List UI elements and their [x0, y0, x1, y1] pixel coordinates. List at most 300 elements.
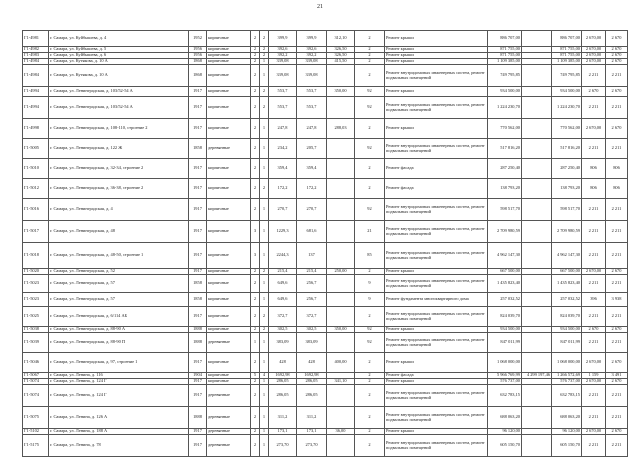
- cell-total-area: 392,2: [269, 53, 297, 59]
- table-row: [23, 243, 628, 269]
- cell-unit-cost: 2 211: [582, 199, 606, 221]
- cell-owner-cost: 598 517,70: [552, 199, 582, 221]
- cell-floors: 2: [251, 119, 260, 139]
- cell-floors: 2: [251, 269, 260, 275]
- cell-total-cost: 598 517,70: [488, 199, 522, 221]
- cell-owner-cost: 934 500,00: [552, 327, 582, 333]
- cell-unit-limit: 3 491: [606, 373, 628, 379]
- cell-id: Г1-5018: [23, 243, 49, 269]
- cell-floors: 2: [251, 87, 260, 97]
- cell-roof-area: [327, 435, 355, 457]
- cell-fund-cost: [522, 179, 552, 199]
- cell-living-area: 553,7: [297, 97, 327, 119]
- cell-residents: 92: [355, 87, 385, 97]
- cell-id: Г1-5102: [23, 429, 49, 435]
- cell-fund-cost: [522, 159, 552, 179]
- cell-year: 1917: [189, 435, 207, 457]
- cell-total-cost: 1 435 823,40: [488, 275, 522, 293]
- cell-id: Г1-5005: [23, 139, 49, 159]
- cell-id: Г1-5067: [23, 373, 49, 379]
- cell-wall-material: деревянные: [207, 429, 251, 435]
- cell-roof-area: [327, 199, 355, 221]
- table-row: [23, 119, 628, 139]
- cell-owner-cost: 749 795,85: [552, 65, 582, 87]
- cell-total-area: 339,08: [269, 65, 297, 87]
- cell-floors: 2: [251, 159, 260, 179]
- cell-wall-material: деревянные: [207, 407, 251, 429]
- cell-entrances: 2: [260, 179, 269, 199]
- cell-unit-limit: 2 211: [606, 199, 628, 221]
- cell-residents: 85: [355, 243, 385, 269]
- cell-address: г. Самара, ул. Ленина, д. 124 Г: [49, 379, 189, 385]
- cell-address: г. Самара, ул. Ленинградская, д. 108-110, строение 2: [49, 119, 189, 139]
- cell-owner-cost: 824 039,70: [552, 307, 582, 327]
- cell-work-type: Ремонт крыши: [385, 31, 488, 47]
- cell-fund-cost: [522, 275, 552, 293]
- cell-floors: 2: [251, 275, 260, 293]
- cell-roof-area: [327, 333, 355, 353]
- cell-residents: 2: [355, 31, 385, 47]
- cell-total-area: 286,05: [269, 379, 297, 385]
- cell-owner-cost: 1 224 230,70: [552, 97, 582, 119]
- cell-total-cost: 4 962 147,30: [488, 243, 522, 269]
- cell-year: 1917: [189, 159, 207, 179]
- cell-id: Г1-5039: [23, 333, 49, 353]
- cell-unit-limit: 2 670: [606, 31, 628, 47]
- cell-entrances: 1: [260, 119, 269, 139]
- cell-work-type: Ремонт внутридомовых инженерных систем, ремонт подвальных помещений: [385, 307, 488, 327]
- cell-work-type: Ремонт внутридомовых инженерных систем, ремонт подвальных помещений: [385, 333, 488, 353]
- cell-living-area: 372,7: [297, 307, 327, 327]
- cell-unit-cost: 2 211: [582, 243, 606, 269]
- cell-residents: 9: [355, 293, 385, 307]
- cell-year: 1888: [189, 407, 207, 429]
- table-row: [23, 199, 628, 221]
- table-row: [23, 221, 628, 243]
- table-row: [23, 293, 628, 307]
- cell-address: г. Самара, ул. Ленинградская, д. 103/52-54 А: [49, 87, 189, 97]
- cell-floors: 1: [251, 333, 260, 353]
- cell-total-cost: 871 755,00: [488, 53, 522, 59]
- cell-id: Г1-5017: [23, 221, 49, 243]
- cell-fund-cost: [522, 97, 552, 119]
- cell-address: г. Самара, ул. Кутякова, д. 10 А: [49, 65, 189, 87]
- cell-entrances: 2: [260, 327, 269, 333]
- cell-year: 1917: [189, 307, 207, 327]
- table-row: [23, 407, 628, 429]
- cell-fund-cost: [522, 31, 552, 47]
- cell-unit-cost: 2 670,00: [582, 119, 606, 139]
- cell-roof-area: [327, 293, 355, 307]
- cell-living-area: 137: [297, 243, 327, 269]
- cell-fund-cost: 4 299 197,46: [522, 373, 552, 379]
- cell-address: г. Самара, ул. Ленина, д. 78: [49, 435, 189, 457]
- cell-living-area: 286,05: [297, 379, 327, 385]
- cell-total-area: 273,70: [269, 435, 297, 457]
- cell-roof-area: 350,00: [327, 87, 355, 97]
- cell-wall-material: кирпичные: [207, 199, 251, 221]
- cell-roof-area: [327, 65, 355, 87]
- cell-fund-cost: [522, 333, 552, 353]
- cell-living-area: 383,09: [297, 333, 327, 353]
- cell-work-type: Ремонт внутридомовых инженерных систем, ремонт подвальных помещений: [385, 65, 488, 87]
- cell-total-cost: 1 224 230,70: [488, 97, 522, 119]
- cell-fund-cost: [522, 293, 552, 307]
- cell-id: Г1-4998: [23, 119, 49, 139]
- cell-work-type: Ремонт фасада: [385, 373, 488, 379]
- cell-fund-cost: [522, 199, 552, 221]
- cell-roof-area: 415,50: [327, 59, 355, 65]
- cell-fund-cost: [522, 435, 552, 457]
- cell-fund-cost: [522, 65, 552, 87]
- cell-wall-material: кирпичные: [207, 87, 251, 97]
- cell-floors: 2: [251, 429, 260, 435]
- cell-entrances: 2: [260, 47, 269, 53]
- cell-roof-area: 312,10: [327, 31, 355, 47]
- cell-total-area: 234,2: [269, 139, 297, 159]
- cell-roof-area: [327, 243, 355, 269]
- cell-total-area: 173,1: [269, 429, 297, 435]
- cell-unit-limit: 2 670: [606, 429, 628, 435]
- repair-schedule-table: [22, 30, 628, 457]
- cell-year: 1858: [189, 275, 207, 293]
- cell-total-cost: 605 150,70: [488, 435, 522, 457]
- cell-unit-limit: 2 211: [606, 307, 628, 327]
- cell-address: г. Самара, ул. Ленина, д. 124 Г: [49, 385, 189, 407]
- cell-floors: 2: [251, 97, 260, 119]
- cell-living-area: 681,6: [297, 221, 327, 243]
- cell-id: Г1-4981: [23, 31, 49, 47]
- cell-floors: 2: [251, 199, 260, 221]
- cell-roof-area: [327, 159, 355, 179]
- cell-unit-limit: 2 670: [606, 87, 628, 97]
- cell-unit-cost: 2 211: [582, 385, 606, 407]
- cell-entrances: 1: [260, 293, 269, 307]
- table-row: [23, 97, 628, 119]
- cell-owner-cost: 1 068 000,00: [552, 353, 582, 373]
- cell-wall-material: кирпичные: [207, 31, 251, 47]
- cell-owner-cost: 871 755,00: [552, 53, 582, 59]
- cell-total-cost: 934 500,00: [488, 327, 522, 333]
- cell-total-cost: 749 795,85: [488, 65, 522, 87]
- table-row: [23, 435, 628, 457]
- cell-floors: 3: [251, 243, 260, 269]
- cell-roof-area: 350,00: [327, 327, 355, 333]
- cell-address: г. Самара, ул. Ленинградская, д. 32-34, строение 2: [49, 159, 189, 179]
- cell-living-area: 311,2: [297, 407, 327, 429]
- cell-id: Г1-5020: [23, 269, 49, 275]
- cell-total-cost: 688 063,20: [488, 407, 522, 429]
- cell-owner-cost: 934 500,00: [552, 87, 582, 97]
- cell-year: 1904: [189, 373, 207, 379]
- cell-owner-cost: 871 755,00: [552, 47, 582, 53]
- cell-floors: 2: [251, 379, 260, 385]
- cell-unit-cost: 2 211: [582, 307, 606, 327]
- cell-living-area: 339,08: [297, 65, 327, 87]
- cell-year: 1917: [189, 269, 207, 275]
- cell-address: г. Самара, ул. Куйбышева, д. 6: [49, 53, 189, 59]
- cell-unit-cost: 2 211: [582, 333, 606, 353]
- cell-work-type: Ремонт внутридомовых инженерных систем, ремонт подвальных помещений: [385, 385, 488, 407]
- cell-roof-area: [327, 407, 355, 429]
- cell-residents: 2: [355, 47, 385, 53]
- cell-work-type: Ремонт крыши: [385, 353, 488, 373]
- cell-total-cost: 886 707,00: [488, 31, 522, 47]
- cell-fund-cost: [522, 221, 552, 243]
- table-row: [23, 179, 628, 199]
- cell-id: Г1-5175: [23, 435, 49, 457]
- cell-total-area: 172,2: [269, 179, 297, 199]
- cell-entrances: 4: [260, 373, 269, 379]
- cell-wall-material: деревянные: [207, 385, 251, 407]
- cell-owner-cost: 2 709 980,59: [552, 221, 582, 243]
- cell-owner-cost: 1 109 385,00: [552, 59, 582, 65]
- cell-total-area: 1229,3: [269, 221, 297, 243]
- cell-total-cost: 5 966 769,99: [488, 373, 522, 379]
- cell-address: г. Самара, ул. Ленинградская, д. 52: [49, 269, 189, 275]
- cell-unit-limit: 2 211: [606, 65, 628, 87]
- cell-residents: 2: [355, 353, 385, 373]
- cell-address: г. Самара, ул. Ленинградская, д. 88-90 П: [49, 333, 189, 353]
- cell-unit-limit: 2 670: [606, 59, 628, 65]
- cell-year: 1868: [189, 59, 207, 65]
- cell-fund-cost: [522, 307, 552, 327]
- cell-year: 1952: [189, 31, 207, 47]
- cell-address: г. Самара, ул. Ленинградская, д. 122 Ж: [49, 139, 189, 159]
- cell-entrances: 2: [260, 269, 269, 275]
- cell-work-type: Ремонт крыши: [385, 53, 488, 59]
- cell-id: Г1-4983: [23, 53, 49, 59]
- cell-owner-cost: 138 793,20: [552, 179, 582, 199]
- cell-unit-cost: 2 211: [582, 65, 606, 87]
- cell-fund-cost: [522, 243, 552, 269]
- cell-id: Г1-4982: [23, 47, 49, 53]
- cell-floors: 2: [251, 385, 260, 407]
- cell-total-area: 215,4: [269, 269, 297, 275]
- cell-unit-limit: 2 211: [606, 385, 628, 407]
- cell-total-area: 649,6: [269, 275, 297, 293]
- cell-living-area: 302,5: [297, 327, 327, 333]
- cell-work-type: Ремонт крыши: [385, 429, 488, 435]
- cell-entrances: 1: [260, 139, 269, 159]
- cell-wall-material: кирпичные: [207, 221, 251, 243]
- cell-unit-limit: 2 211: [606, 435, 628, 457]
- cell-living-area: 1692,98: [297, 373, 327, 379]
- cell-residents: 2: [355, 269, 385, 275]
- cell-address: г. Самара, ул. Ленина, д. 126 А: [49, 407, 189, 429]
- cell-id: Г1-4984: [23, 65, 49, 87]
- cell-entrances: 2: [260, 307, 269, 327]
- cell-address: г. Самара, ул. Ленинградская, д. 36-38, строение 2: [49, 179, 189, 199]
- cell-residents: 2: [355, 435, 385, 457]
- cell-year: 1917: [189, 429, 207, 435]
- cell-fund-cost: [522, 407, 552, 429]
- cell-total-area: 302,5: [269, 327, 297, 333]
- cell-unit-cost: 2 670,00: [582, 31, 606, 47]
- cell-work-type: Ремонт фасада: [385, 179, 488, 199]
- cell-total-cost: 847 011,99: [488, 333, 522, 353]
- cell-residents: 21: [355, 221, 385, 243]
- cell-work-type: Ремонт внутридомовых инженерных систем, ремонт подвальных помещений: [385, 199, 488, 221]
- cell-wall-material: кирпичные: [207, 53, 251, 59]
- cell-unit-limit: 2 670: [606, 269, 628, 275]
- table-row: [23, 333, 628, 353]
- cell-unit-cost: 2 211: [582, 407, 606, 429]
- cell-living-area: 392,6: [297, 47, 327, 53]
- cell-id: Г1-5012: [23, 179, 49, 199]
- cell-wall-material: кирпичные: [207, 179, 251, 199]
- cell-work-type: Ремонт крыши: [385, 119, 488, 139]
- cell-unit-cost: 396: [582, 293, 606, 307]
- cell-entrances: 1: [260, 275, 269, 293]
- cell-owner-cost: 257 032,52: [552, 293, 582, 307]
- cell-year: 1917: [189, 385, 207, 407]
- cell-owner-cost: 1 266 572,69: [552, 373, 582, 379]
- cell-year: 1917: [189, 87, 207, 97]
- cell-total-cost: 632 783,15: [488, 385, 522, 407]
- cell-floors: 3: [251, 221, 260, 243]
- cell-total-cost: 138 793,20: [488, 179, 522, 199]
- table-row: [23, 385, 628, 407]
- cell-living-area: 270,7: [297, 199, 327, 221]
- cell-unit-cost: 2 670,00: [582, 379, 606, 385]
- cell-owner-cost: 632 783,15: [552, 385, 582, 407]
- cell-year: 1888: [189, 333, 207, 353]
- cell-unit-cost: 2 670,00: [582, 429, 606, 435]
- cell-owner-cost: 96 120,00: [552, 429, 582, 435]
- cell-id: Г1-5074: [23, 379, 49, 385]
- cell-address: г. Самара, ул. Ленинградская, д. 103/52-54 А: [49, 97, 189, 119]
- cell-residents: 2: [355, 307, 385, 327]
- cell-wall-material: кирпичные: [207, 379, 251, 385]
- cell-residents: 92: [355, 327, 385, 333]
- cell-address: г. Самара, ул. Ленинградская, д. 57: [49, 293, 189, 307]
- cell-living-area: 399,9: [297, 31, 327, 47]
- cell-year: 1917: [189, 221, 207, 243]
- cell-work-type: Ремонт крыши: [385, 269, 488, 275]
- cell-roof-area: [327, 139, 355, 159]
- cell-work-type: Ремонт внутридомовых инженерных систем, ремонт подвальных помещений: [385, 275, 488, 293]
- cell-work-type: Ремонт крыши: [385, 327, 488, 333]
- cell-wall-material: кирпичные: [207, 327, 251, 333]
- cell-living-area: 553,7: [297, 87, 327, 97]
- cell-total-cost: 2 709 980,59: [488, 221, 522, 243]
- cell-work-type: Ремонт крыши: [385, 59, 488, 65]
- cell-entrances: 1: [260, 243, 269, 269]
- cell-residents: 92: [355, 199, 385, 221]
- cell-living-area: 256,7: [297, 275, 327, 293]
- cell-work-type: Ремонт внутридомовых инженерных систем, ремонт подвальных помещений: [385, 435, 488, 457]
- cell-floors: 2: [251, 31, 260, 47]
- cell-roof-area: 326,50: [327, 47, 355, 53]
- cell-unit-cost: 2 211: [582, 97, 606, 119]
- cell-unit-cost: 2 670,00: [582, 53, 606, 59]
- cell-total-cost: 517 816,20: [488, 139, 522, 159]
- cell-floors: 5: [251, 373, 260, 379]
- cell-id: Г1-5016: [23, 199, 49, 221]
- cell-floors: 2: [251, 179, 260, 199]
- cell-unit-cost: 1 159: [582, 373, 606, 379]
- cell-floors: 2: [251, 293, 260, 307]
- cell-floors: 2: [251, 407, 260, 429]
- cell-owner-cost: 886 707,00: [552, 31, 582, 47]
- cell-floors: 2: [251, 139, 260, 159]
- cell-total-area: 428: [269, 353, 297, 373]
- cell-address: г. Самара, ул. Ленина, д. 116: [49, 373, 189, 379]
- cell-address: г. Самара, ул. Куйбышева, д. 5: [49, 47, 189, 53]
- cell-wall-material: кирпичные: [207, 243, 251, 269]
- cell-entrances: 1: [260, 385, 269, 407]
- cell-unit-limit: 2 670: [606, 327, 628, 333]
- cell-unit-cost: 2 670,00: [582, 47, 606, 53]
- cell-address: г. Самара, ул. Ленинградская, д. 4: [49, 199, 189, 221]
- cell-fund-cost: [522, 385, 552, 407]
- cell-entrances: 1: [260, 199, 269, 221]
- cell-residents: 2: [355, 407, 385, 429]
- cell-unit-cost: 2 211: [582, 275, 606, 293]
- cell-residents: 92: [355, 97, 385, 119]
- cell-owner-cost: 847 011,99: [552, 333, 582, 353]
- cell-year: 1917: [189, 179, 207, 199]
- cell-total-area: 2244,3: [269, 243, 297, 269]
- cell-wall-material: кирпичные: [207, 293, 251, 307]
- cell-roof-area: [327, 179, 355, 199]
- cell-work-type: Ремонт фасада: [385, 159, 488, 179]
- cell-total-area: 359,4: [269, 159, 297, 179]
- cell-wall-material: кирпичные: [207, 373, 251, 379]
- cell-total-area: 311,2: [269, 407, 297, 429]
- cell-entrances: 1: [260, 407, 269, 429]
- cell-residents: 2: [355, 429, 385, 435]
- cell-residents: 92: [355, 333, 385, 353]
- cell-wall-material: кирпичные: [207, 269, 251, 275]
- cell-unit-cost: 2 670,00: [582, 59, 606, 65]
- cell-wall-material: деревянные: [207, 435, 251, 457]
- cell-owner-cost: 688 063,20: [552, 407, 582, 429]
- cell-roof-area: [327, 307, 355, 327]
- cell-address: г. Самара, ул. Ленинградская, д. 88-90 А: [49, 327, 189, 333]
- cell-owner-cost: 1 435 823,40: [552, 275, 582, 293]
- cell-entrances: 1: [260, 159, 269, 179]
- cell-entrances: 1: [260, 435, 269, 457]
- cell-roof-area: 341,10: [327, 379, 355, 385]
- cell-entrances: 1: [260, 379, 269, 385]
- cell-work-type: Ремонт внутридомовых инженерных систем, ремонт подвальных помещений: [385, 221, 488, 243]
- cell-unit-limit: 2 211: [606, 221, 628, 243]
- cell-unit-cost: 806: [582, 159, 606, 179]
- table-row: [23, 275, 628, 293]
- cell-entrances: 1: [260, 59, 269, 65]
- cell-total-cost: 576 737,00: [488, 379, 522, 385]
- cell-residents: 2: [355, 119, 385, 139]
- cell-entrances: 1: [260, 221, 269, 243]
- table-row: [23, 353, 628, 373]
- cell-work-type: Ремонт фундамента многоквартирного дома: [385, 293, 488, 307]
- cell-year: 1956: [189, 47, 207, 53]
- cell-owner-cost: 4 962 147,30: [552, 243, 582, 269]
- cell-unit-cost: 2 211: [582, 435, 606, 457]
- cell-residents: 2: [355, 159, 385, 179]
- cell-floors: 2: [251, 47, 260, 53]
- page-number: 21: [317, 4, 323, 10]
- cell-total-area: 286,05: [269, 385, 297, 407]
- cell-roof-area: [327, 97, 355, 119]
- cell-unit-limit: 2 211: [606, 243, 628, 269]
- cell-work-type: Ремонт внутридомовых инженерных систем, ремонт подвальных помещений: [385, 97, 488, 119]
- cell-owner-cost: 770 562,00: [552, 119, 582, 139]
- cell-residents: 2: [355, 379, 385, 385]
- cell-unit-limit: 2 670: [606, 47, 628, 53]
